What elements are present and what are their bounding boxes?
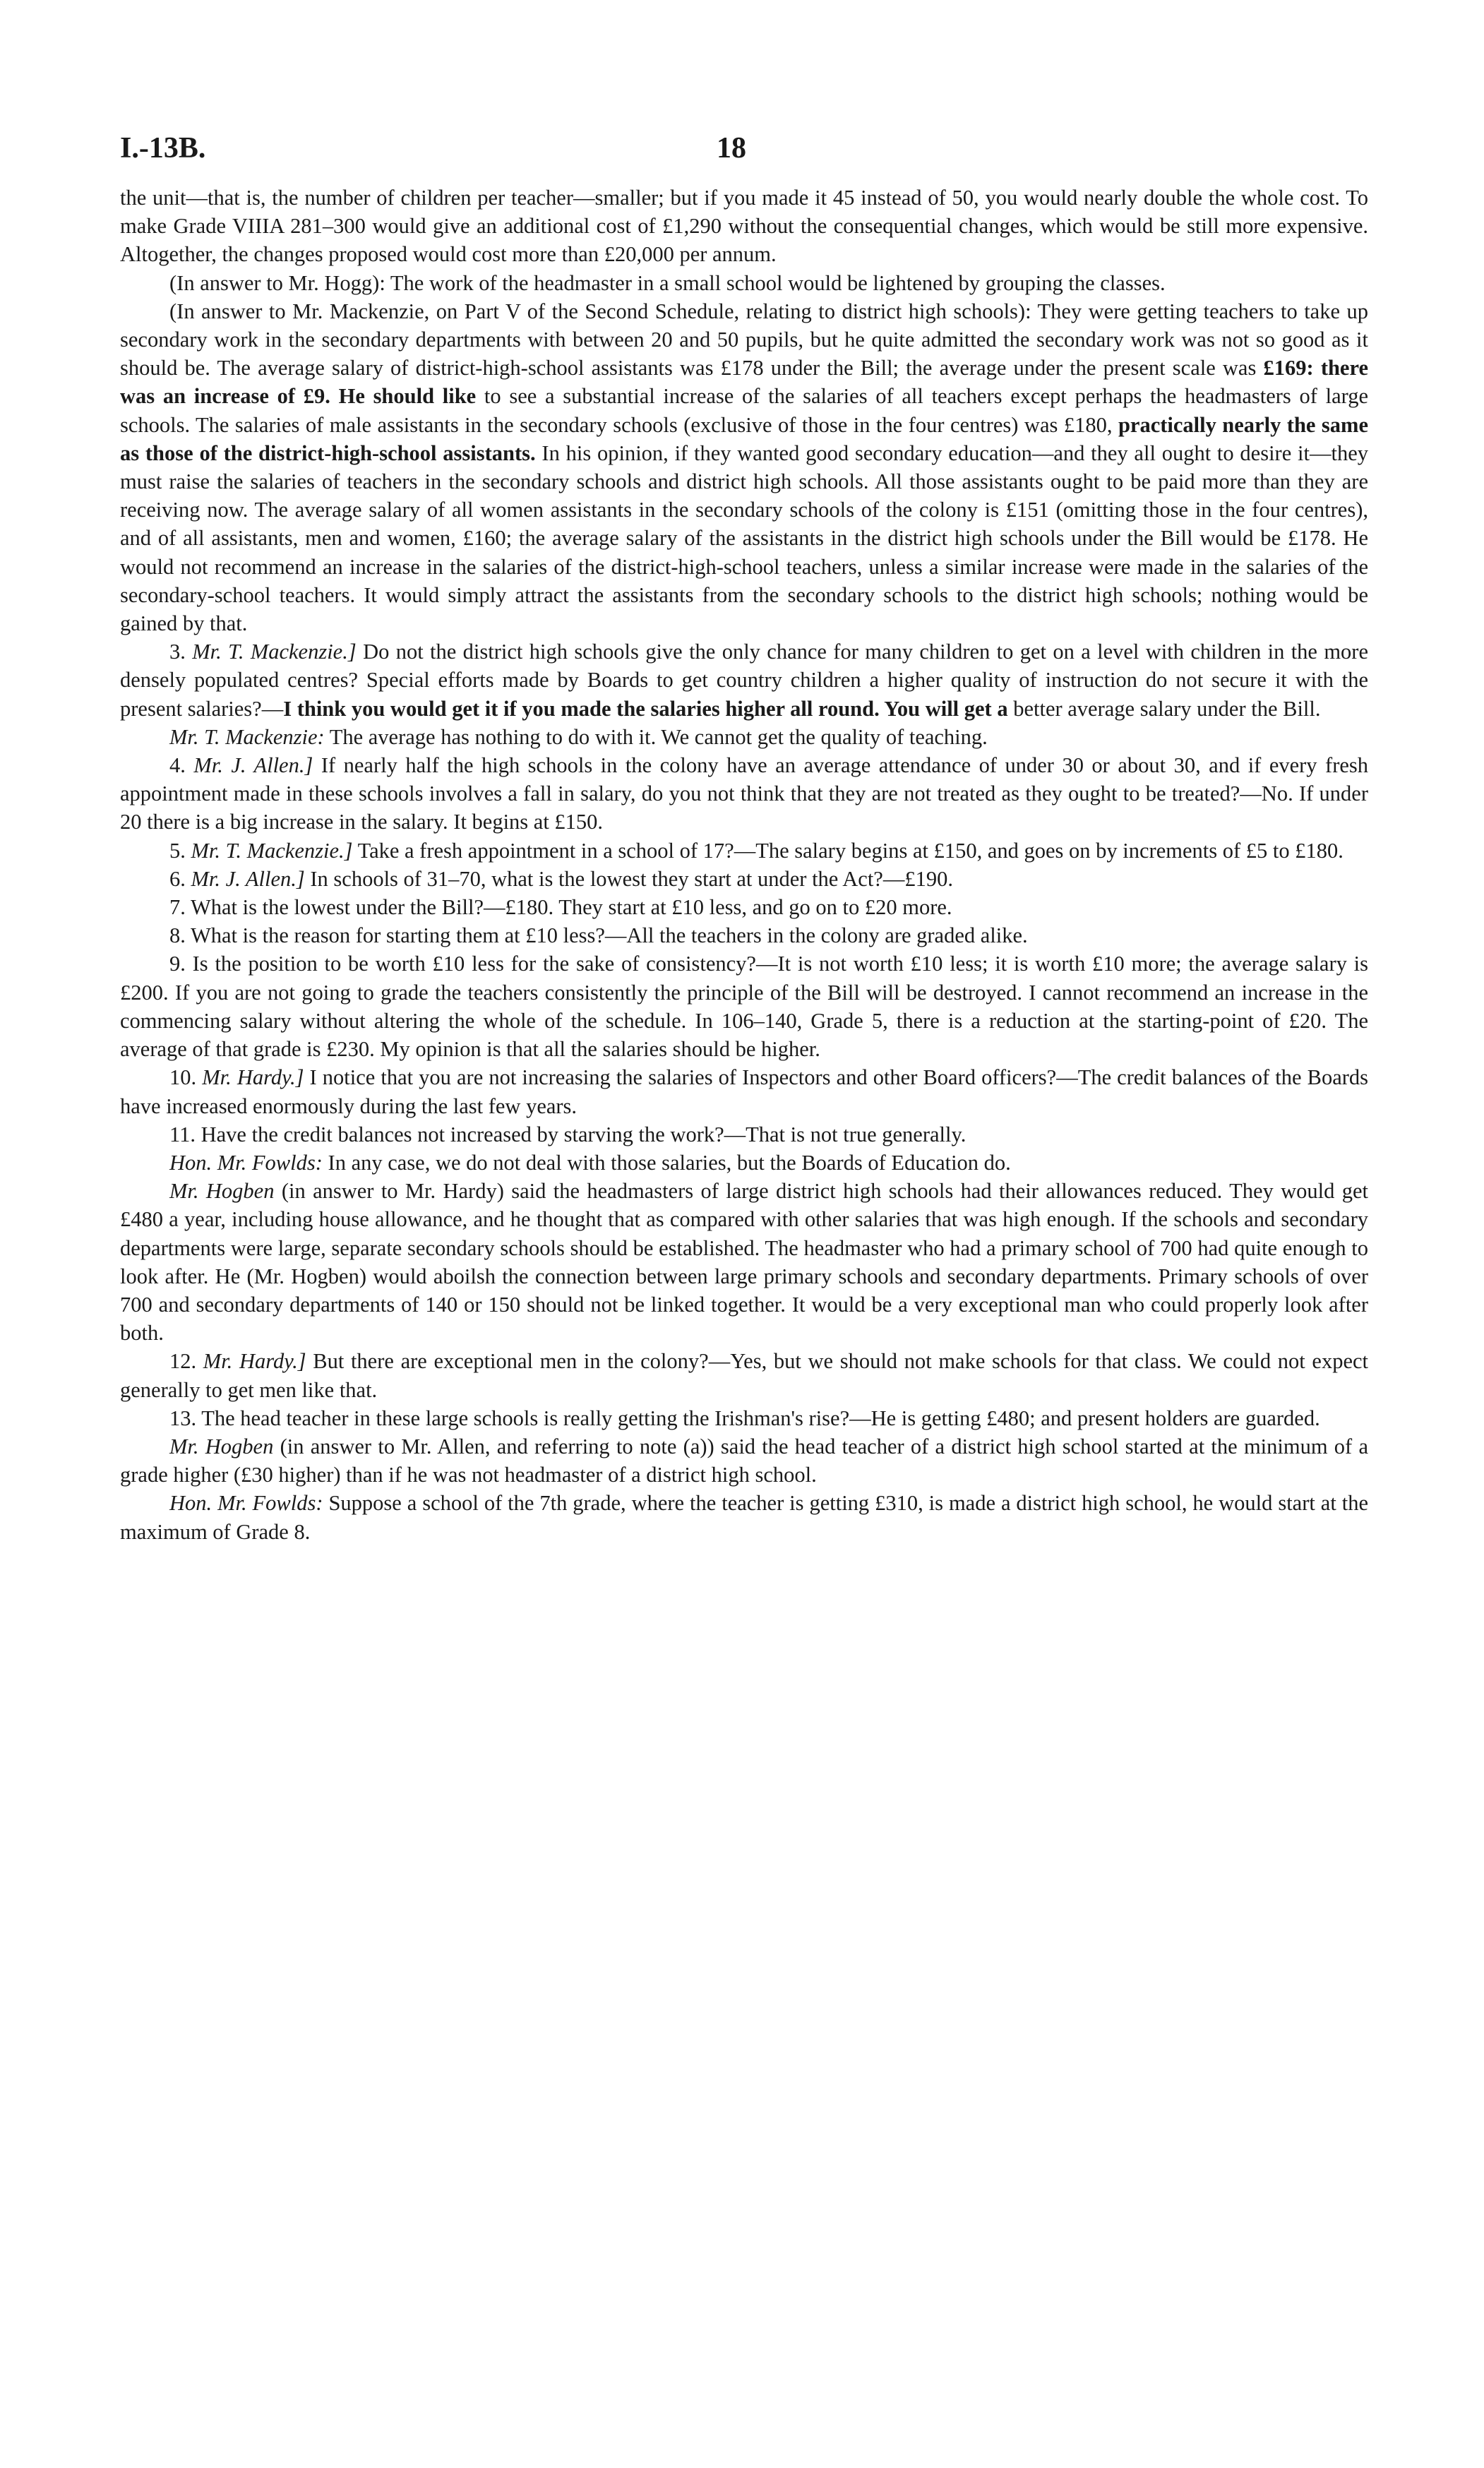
paragraph-hogg-answer: (In answer to Mr. Hogg): The work of the headmaster in a small school would be lightened by grouping the classes. [169, 270, 1166, 295]
question-11: 11. Have the credit balances not increased by starving the work?—That is not true generally. [169, 1122, 967, 1146]
question-5: 5. Mr. T. Mackenzie.] Take a fresh appointment in a school of 17?—The salary begins at £150, and goes on by increments of £5 to £180. [169, 838, 1344, 863]
paragraph-hogben-allen: Mr. Hogben (in answer to Mr. Allen, and referring to note (a)) said the head teacher of a district high school started at the minimum of a grade higher (£30 higher) than if he was not headmaster of a district high school. [120, 1434, 1369, 1487]
question-9: 9. Is the position to be worth £10 less for the sake of consistency?—It is not worth £10 less; it is worth £10 more; the average salary is £200. If you are not going to grade the teachers consistently the principle of the Bill will be destroyed. I cannot recommend an increase in the commencing salary without altering the whole of the schedule. In 106–140, Grade 5, there is a reduction at the starting-point of £20. The average of that grade is £230. My opinion is that all the salaries should be higher. [120, 952, 1368, 1062]
question-10: 10. Mr. Hardy.] I notice that you are not increasing the salaries of Inspectors and other Board officers?—The credit balances of the Boards have increased enormously during the last few years. [120, 1065, 1369, 1118]
paragraph-hogben-hardy: Mr. Hogben (in answer to Mr. Hardy) said the headmasters of large district high schools had their allowances reduced. They would get £480 a year, including house allowance, and he thought that as compared with other salaries that was high enough. If the schools and secondary departments were large, separate secondary schools should be established. The headmaster who had a primary school of 700 had quite enough to look after. He (Mr. Hogben) would aboilsh the connection between large primary schools and secondary departments. Primary schools of over 700 and secondary departments of 140 or 150 should not be linked together. It would be a very exceptional man who could properly look after both. [120, 1179, 1368, 1346]
question-13: 13. The head teacher in these large schools is really getting the Irishman's rise?—He is getting £480; and present holders are guarded. [169, 1406, 1320, 1430]
question-8: 8. What is the reason for starting them at £10 less?—All the teachers in the colony are graded alike. [169, 923, 1028, 948]
question-4: 4. Mr. J. Allen.] If nearly half the high schools in the colony have an average attendance of under 30 or about 30, and if every fresh appointment made in these schools involves a fall in salary, do you not think that they are not treated as they ought to be treated?—No. If under 20 there is a big increase in the salary. It begins at £150. [120, 753, 1369, 834]
remark-mackenzie: Mr. T. Mackenzie: The average has nothing to do with it. We cannot get the quality of teaching. [169, 724, 988, 749]
paragraph-fowlds-grade: Hon. Mr. Fowlds: Suppose a school of the 7th grade, where the teacher is getting £310, is made a district high school, he would start at the maximum of Grade 8. [120, 1491, 1368, 1544]
remark-fowlds: Hon. Mr. Fowlds: In any case, we do not deal with those salaries, but the Boards of Education do. [169, 1150, 1011, 1175]
question-12: 12. Mr. Hardy.] But there are exceptional men in the colony?—Yes, but we should not make schools for that class. We could not expect generally to get men like that. [120, 1349, 1368, 1402]
paragraph-cost: the unit—that is, the number of children per teacher—smaller; but if you made it 45 instead of 50, you would nearly double the whole cost. To make Grade VIIIA 281–300 would give an additional cost of £1,290 without the consequential changes, which would be still more expensive. Altogether, the changes proposed would cost more than £20,000 per annum. [120, 186, 1368, 267]
paragraph-mackenzie-answer: (In answer to Mr. Mackenzie, on Part V of the Second Schedule, relating to district high schools): They were getting teachers to take up secondary work in the secondary departments with between 20 and 50 pupils, but he quite admitted the secondary work was not so good as it should be. The average salary of district-high-school assistants was £178 under the Bill; the average under the present scale was £169: there was an increase of £9. He should like to see a substantial increase of the salaries of all teachers except perhaps the headmasters of large schools. The salaries of male assistants in the secondary schools (exclusive of those in the four centres) was £180, practically nearly the same as those of the district-high-school assistants. In his opinion, if they wanted good secondary education—and they all ought to desire it—they must raise the salaries of teachers in the secondary schools and district high schools. All those assistants ought to be paid more than they are receiving now. The average salary of all women assistants in the secondary schools of the colony is £151 (omitting those in the four centres), and of all assistants, men and women, £160; the average salary of the assistants in the district high schools under the Bill would be £178. He would not recommend an increase in the salaries of the district-high-school teachers, unless a similar increase were made in the salaries of the secondary-school teachers. It would simply attract the assistants from the secondary schools to the district high schools; nothing would be gained by that. [120, 299, 1368, 636]
page-number: 18 [717, 132, 746, 164]
document-reference: I.-13B. [120, 132, 206, 164]
question-3: 3. Mr. T. Mackenzie.] Do not the district high schools give the only chance for many children to get on a level with children in the more densely populated centres? Special efforts made by Boards to get country children a higher quality of instruction do not secure it with the present salaries?—I think you would get it if you made the salaries higher all round. You will get a better average salary under the Bill. [120, 640, 1368, 721]
question-7: 7. What is the lowest under the Bill?—£180. They start at £10 less, and go on to £20 more. [169, 895, 952, 920]
page-header [120, 120, 1368, 184]
document-page [120, 120, 1368, 2421]
question-6: 6. Mr. J. Allen.] In schools of 31–70, what is the lowest they start at under the Act?—£190. [169, 866, 953, 891]
